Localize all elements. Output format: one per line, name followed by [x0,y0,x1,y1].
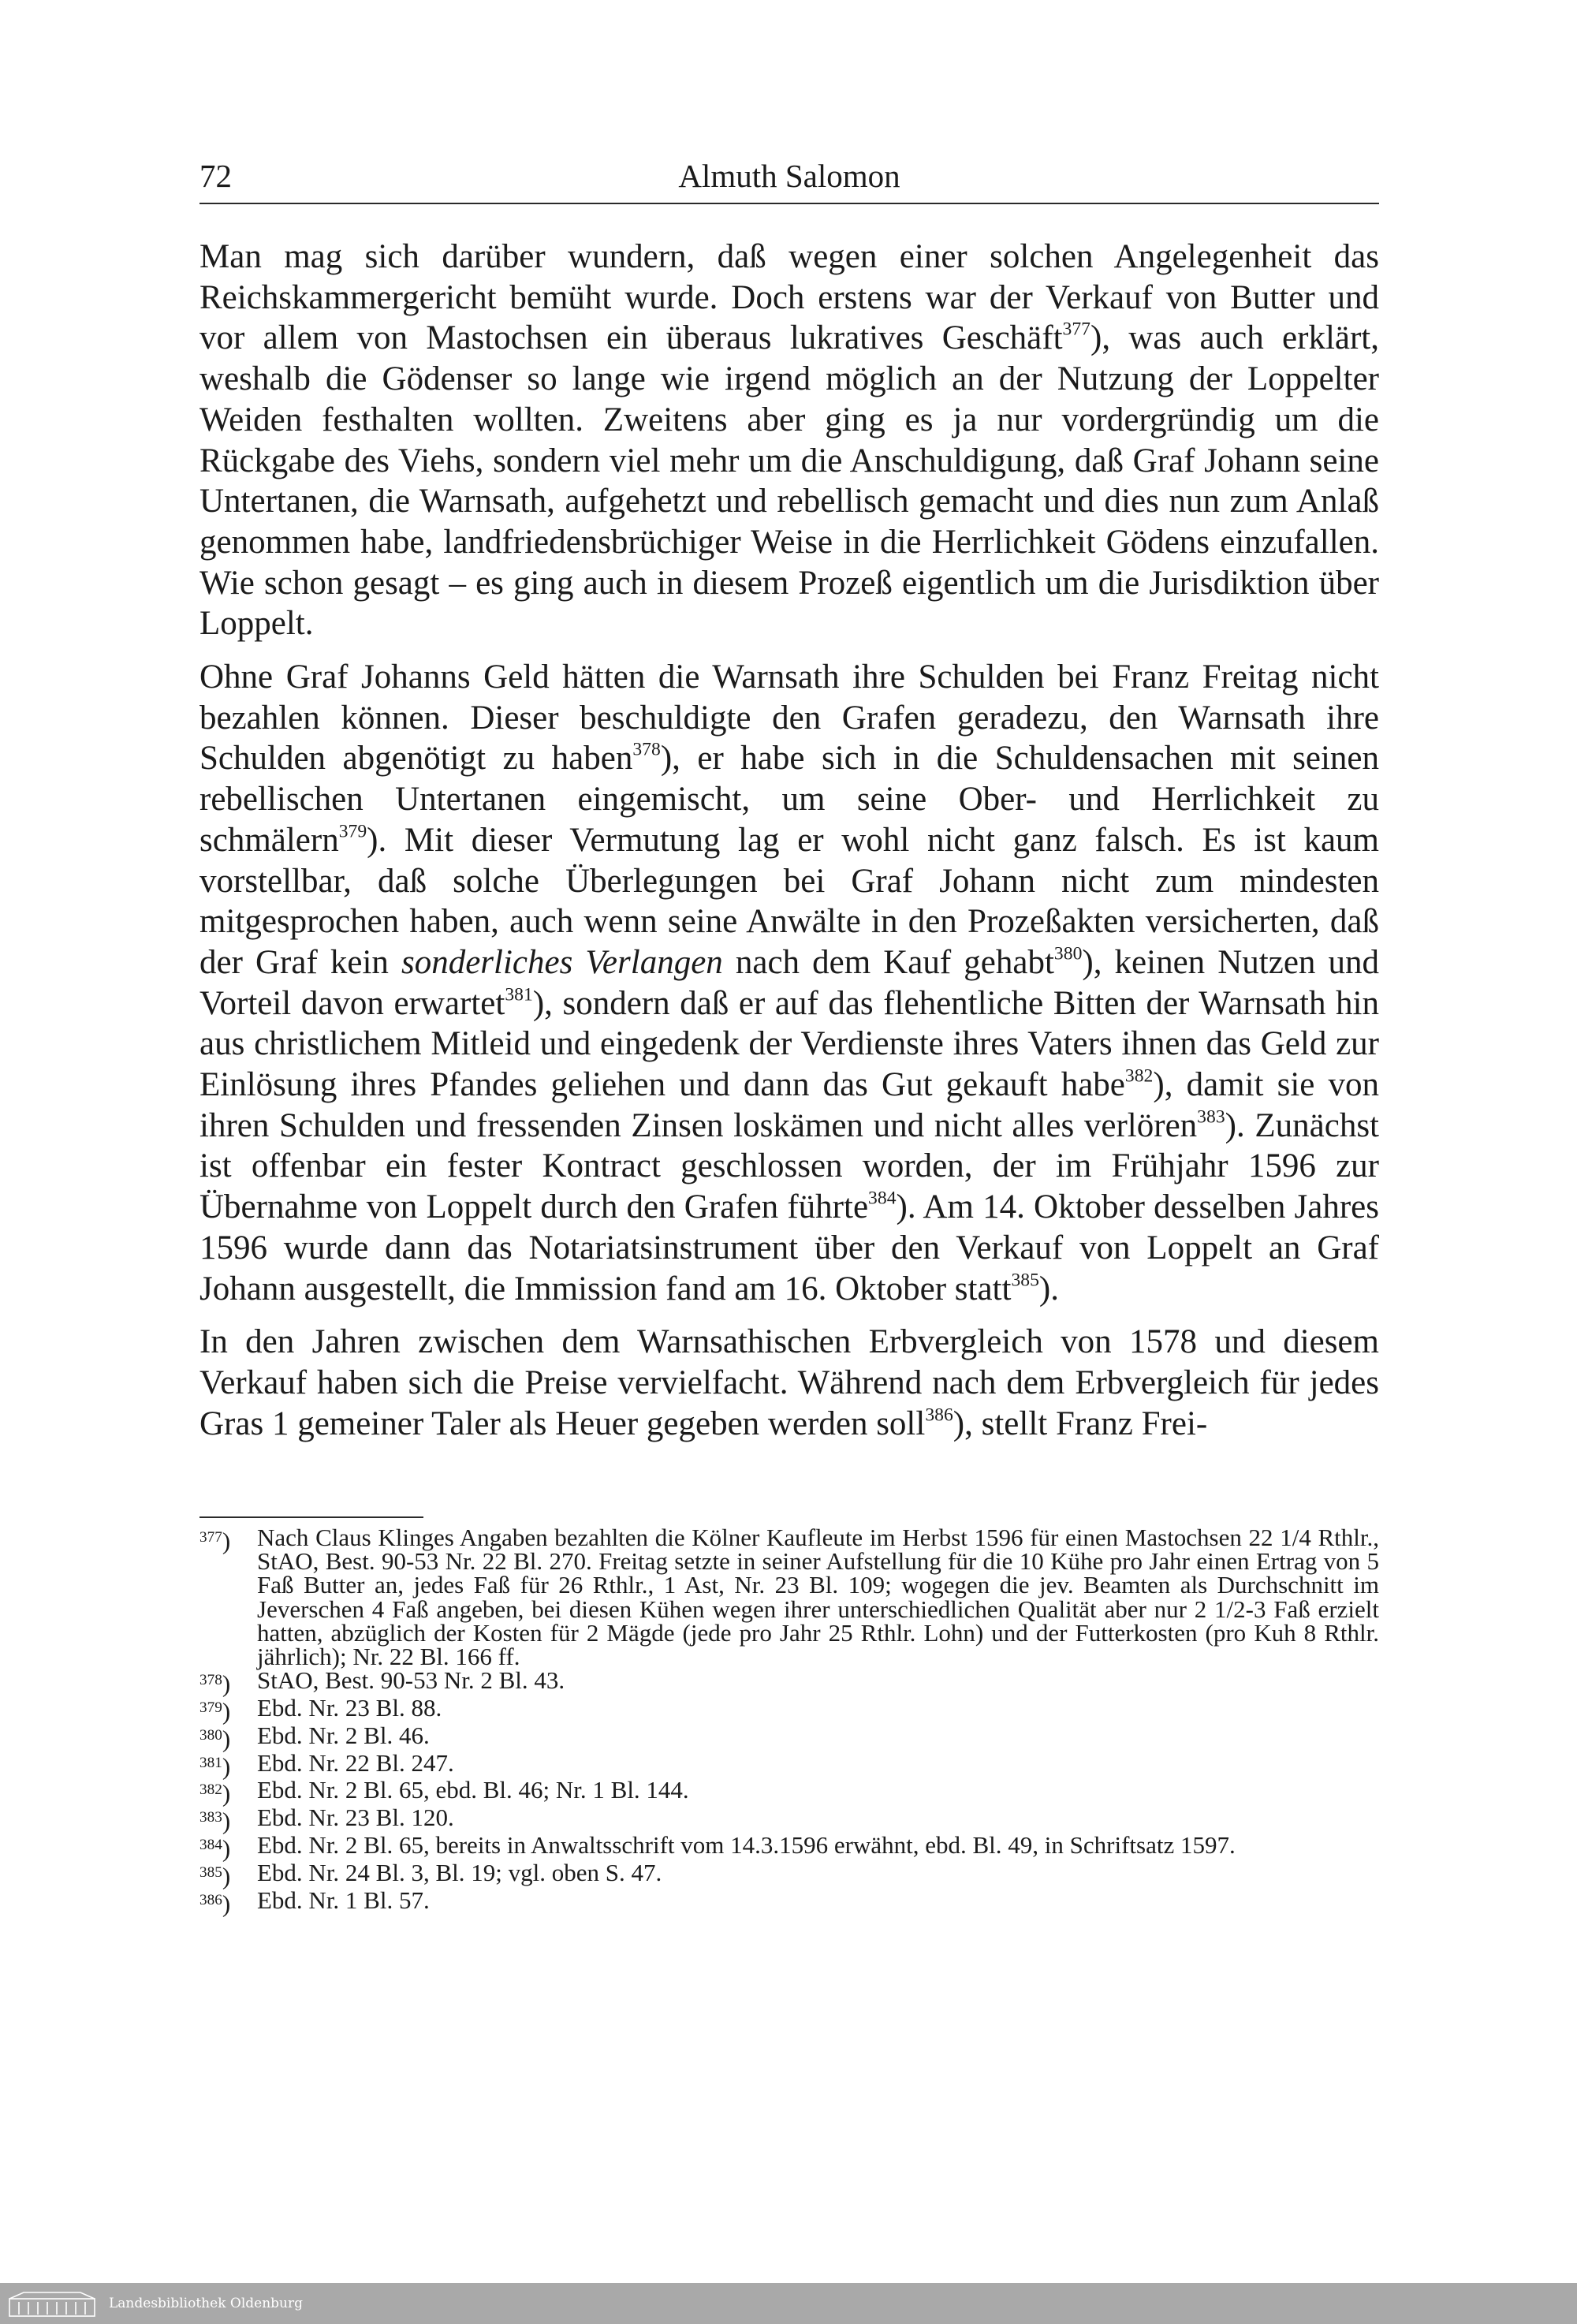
footnote-number: 379 [199,1699,222,1717]
footnote-number: 381 [199,1754,222,1771]
footnote-text: StAO, Best. 90-53 Nr. 2 Bl. 43. [257,1666,565,1695]
footnote-ref[interactable]: 381 [505,983,533,1005]
library-footer-bar [0,2283,1577,2324]
footnote-text: Nach Claus Klinges Angaben bezahlten die Kölner Kaufleute im Herbst 1596 für einen Mastochsen 22 1/4 Rthlr., StAO, Best. 90-53 Nr. 22 Bl. 270. Freitag setzte in seiner Aufstellung für die 10 Kühe pro Jahr einen Ertrag von 5 Faß Butter an, jedes Faß für 26 Rthlr., 1 Ast, Nr. 23 Bl. 109; wogegen die jev. Beamten als Durchschnitt im Jeverschen 4 Faß angeben, bei diesen Kühen wegen ihrer unterschiedlichen Qualität aber nur 2 1/2-3 Faß erzielt hatten, abzüglich der Kosten für 2 Mägde (jede pro Jahr 25 Rthlr. Lohn) und der Futterkosten (pro Kuh 8 Rthlr. jährlich); Nr. 22 Bl. 166 ff. [257,1524,1379,1671]
footnote-ref[interactable]: 379 [338,821,367,842]
footnotes [199,1526,1379,1916]
footnote-number: 385 [199,1863,222,1881]
footnote: $^{379}$) Ebd. Nr. 23 Bl. 88. [199,1696,1379,1724]
footnote: $^{381}$) Ebd. Nr. 22 Bl. 247. [199,1751,1379,1779]
footnote-number: 384 [199,1837,222,1854]
footnote: $^{385}$) Ebd. Nr. 24 Bl. 3, Bl. 19; vgl. oben S. 47. [199,1861,1379,1889]
footnote-ref[interactable]: 385 [1011,1269,1039,1290]
footnote: $^{386}$) Ebd. Nr. 1 Bl. 57. [199,1889,1379,1916]
footnote-number: 383 [199,1809,222,1826]
library-name: Landesbibliothek Oldenburg [109,2296,304,2311]
body-text [199,237,1379,1457]
paragraph-1: Man mag sich darüber wundern, daß wegen einer solchen Angelegenheit das Reichskammergericht bemüht wurde. Doch erstens war der Verkauf von Butter und vor allem von Mastochsen ein überaus lukratives Geschäft$^{377}$), was auch erklärt, weshalb die Gödenser so lange wie irgend möglich an der Nutzung der Loppelter Weiden festhalten wollten. Zweitens aber ging es ja nur vordergründig um die Rückgabe des Viehs, sondern viel mehr um die Anschuldigung, daß Graf Johann seine Untertanen, die Warnsath, aufgehetzt und rebellisch gemacht und dies nun zum Anlaß genommen habe, landfriedensbrüchiger Weise in die Herrlichkeit Gödens einzufallen. Wie schon gesagt – es ging auch in diesem Prozeß eigentlich um die Jurisdiktion über Loppelt. [199,238,1379,643]
footnote: $^{382}$) Ebd. Nr. 2 Bl. 65, ebd. Bl. 46; Nr. 1 Bl. 144. [199,1778,1379,1806]
footnote: $^{384}$) Ebd. Nr. 2 Bl. 65, bereits in Anwaltsschrift vom 14.3.1596 erwähnt, ebd. Bl. 49, in Schriftsatz 1597. [199,1833,1379,1861]
page-header [199,155,1379,204]
paragraph-3: In den Jahren zwischen dem Warnsathischen Erbvergleich von 1578 und diesem Verkauf haben sich die Preise vervielfacht. Während nach dem Erbvergleich für jedes Gras 1 gemeiner Taler als Heuer gegeben werden soll$^{386}$), stellt Franz Frei- [199,1323,1379,1442]
footnote-number: 378 [199,1672,222,1689]
footnote-number: 377 [199,1529,222,1546]
footnote: $^{377}$) Nach Claus Klinges Angaben bezahlten die Kölner Kaufleute im Herbst 1596 für einen Mastochsen 22 1/4 Rthlr., StAO, Best. 90-53 Nr. 22 Bl. 270. Freitag setzte in seiner Aufstellung für die 10 Kühe pro Jahr einen Ertrag von 5 Faß Butter an, jedes Faß für 26 Rthlr., 1 Ast, Nr. 23 Bl. 109; wogegen die jev. Beamten als Durchschnitt im Jeverschen 4 Faß angeben, bei diesen Kühen wegen ihrer unterschiedlichen Qualität aber nur 2 1/2-3 Faß erzielt hatten, abzüglich der Kosten für 2 Mägde (jede pro Jahr 25 Rthlr. Lohn) und der Futterkosten (pro Kuh 8 Rthlr. jährlich); Nr. 22 Bl. 166 ff. [199,1524,1379,1671]
footnote-ref[interactable]: 386 [925,1404,953,1425]
page-number: 72 [199,158,232,194]
emphasized-quote: sonderliches Verlangen [401,943,723,981]
footnote-text: Ebd. Nr. 2 Bl. 65, bereits in Anwaltsschrift vom 14.3.1596 erwähnt, ebd. Bl. 49, in Schriftsatz 1597. [257,1831,1236,1860]
footnote-text: Ebd. Nr. 2 Bl. 46. [257,1721,430,1749]
footnote-text: Ebd. Nr. 23 Bl. 120. [257,1804,454,1832]
footnote-text: Ebd. Nr. 2 Bl. 65, ebd. Bl. 46; Nr. 1 Bl. 144. [257,1776,689,1804]
footnote-number: 386 [199,1891,222,1908]
footnote: $^{380}$) Ebd. Nr. 2 Bl. 46. [199,1724,1379,1751]
library-building-icon [8,2291,96,2318]
footnote-text: Ebd. Nr. 1 Bl. 57. [257,1886,430,1914]
footnote-ref[interactable]: 378 [632,739,661,760]
footnote-ref[interactable]: 380 [1053,943,1083,964]
footnote-number: 382 [199,1781,222,1799]
footnote-text: Ebd. Nr. 22 Bl. 247. [257,1748,454,1777]
running-head-author: Almuth Salomon [678,158,900,194]
footnote-ref[interactable]: 383 [1197,1106,1225,1128]
footnote-ref[interactable]: 384 [868,1188,897,1209]
footnote-ref[interactable]: 382 [1124,1065,1154,1087]
paragraph-2: Ohne Graf Johanns Geld hätten die Warnsath ihre Schulden bei Franz Freitag nicht bezahlen können. Dieser beschuldigte den Grafen geradezu, den Warnsath ihre Schulden abgenötigt zu haben$^{378}$), er habe sich in die Schuldensachen mit seinen rebellischen Untertanen eingemischt, um seine Ober- und Herrlichkeit zu schmälern$^{379}$). Mit dieser Vermutung lag er wohl nicht ganz falsch. Es ist kaum vorstellbar, daß solche Überlegungen bei Graf Johann nicht zum mindesten mitgesprochen haben, auch wenn seine Anwälte in den Prozeßakten versicherten, daß der Graf kein sonderliches Verlangen nach dem Kauf gehabt$^{380}$), keinen Nutzen und Vorteil davon erwartet$^{381}$), sondern daß er auf das flehentliche Bitten der Warnsath hin aus christlichem Mitleid und eingedenk der Verdienste ihres Vaters ihnen das Geld zur Einlösung ihres Pfandes geliehen und dann das Gut gekauft habe$^{382}$), damit sie von ihren Schulden und fressenden Zinsen loskämen und nicht alles verlören$^{383}$). Zunächst ist offenbar ein fester Kontract geschlossen worden, der im Frühjahr 1596 zur Übernahme von Loppelt durch den Grafen führte$^{384}$). Am 14. Oktober desselben Jahres 1596 wurde dann das Notariatsinstrument über den Verkauf von Loppelt an Graf Johann ausgestellt, die Immission fand am 16. Oktober statt$^{385}$). [199,658,1380,1307]
footnote: $^{383}$) Ebd. Nr. 23 Bl. 120. [199,1806,1379,1833]
footnote-divider [199,1516,423,1518]
footnote-text: Ebd. Nr. 23 Bl. 88. [257,1694,442,1722]
footnote-ref[interactable]: 377 [1062,319,1090,340]
footnote: $^{378}$) StAO, Best. 90-53 Nr. 2 Bl. 43. [199,1669,1379,1696]
footnote-number: 380 [199,1726,222,1744]
footnote-text: Ebd. Nr. 24 Bl. 3, Bl. 19; vgl. oben S. 47. [257,1858,662,1886]
